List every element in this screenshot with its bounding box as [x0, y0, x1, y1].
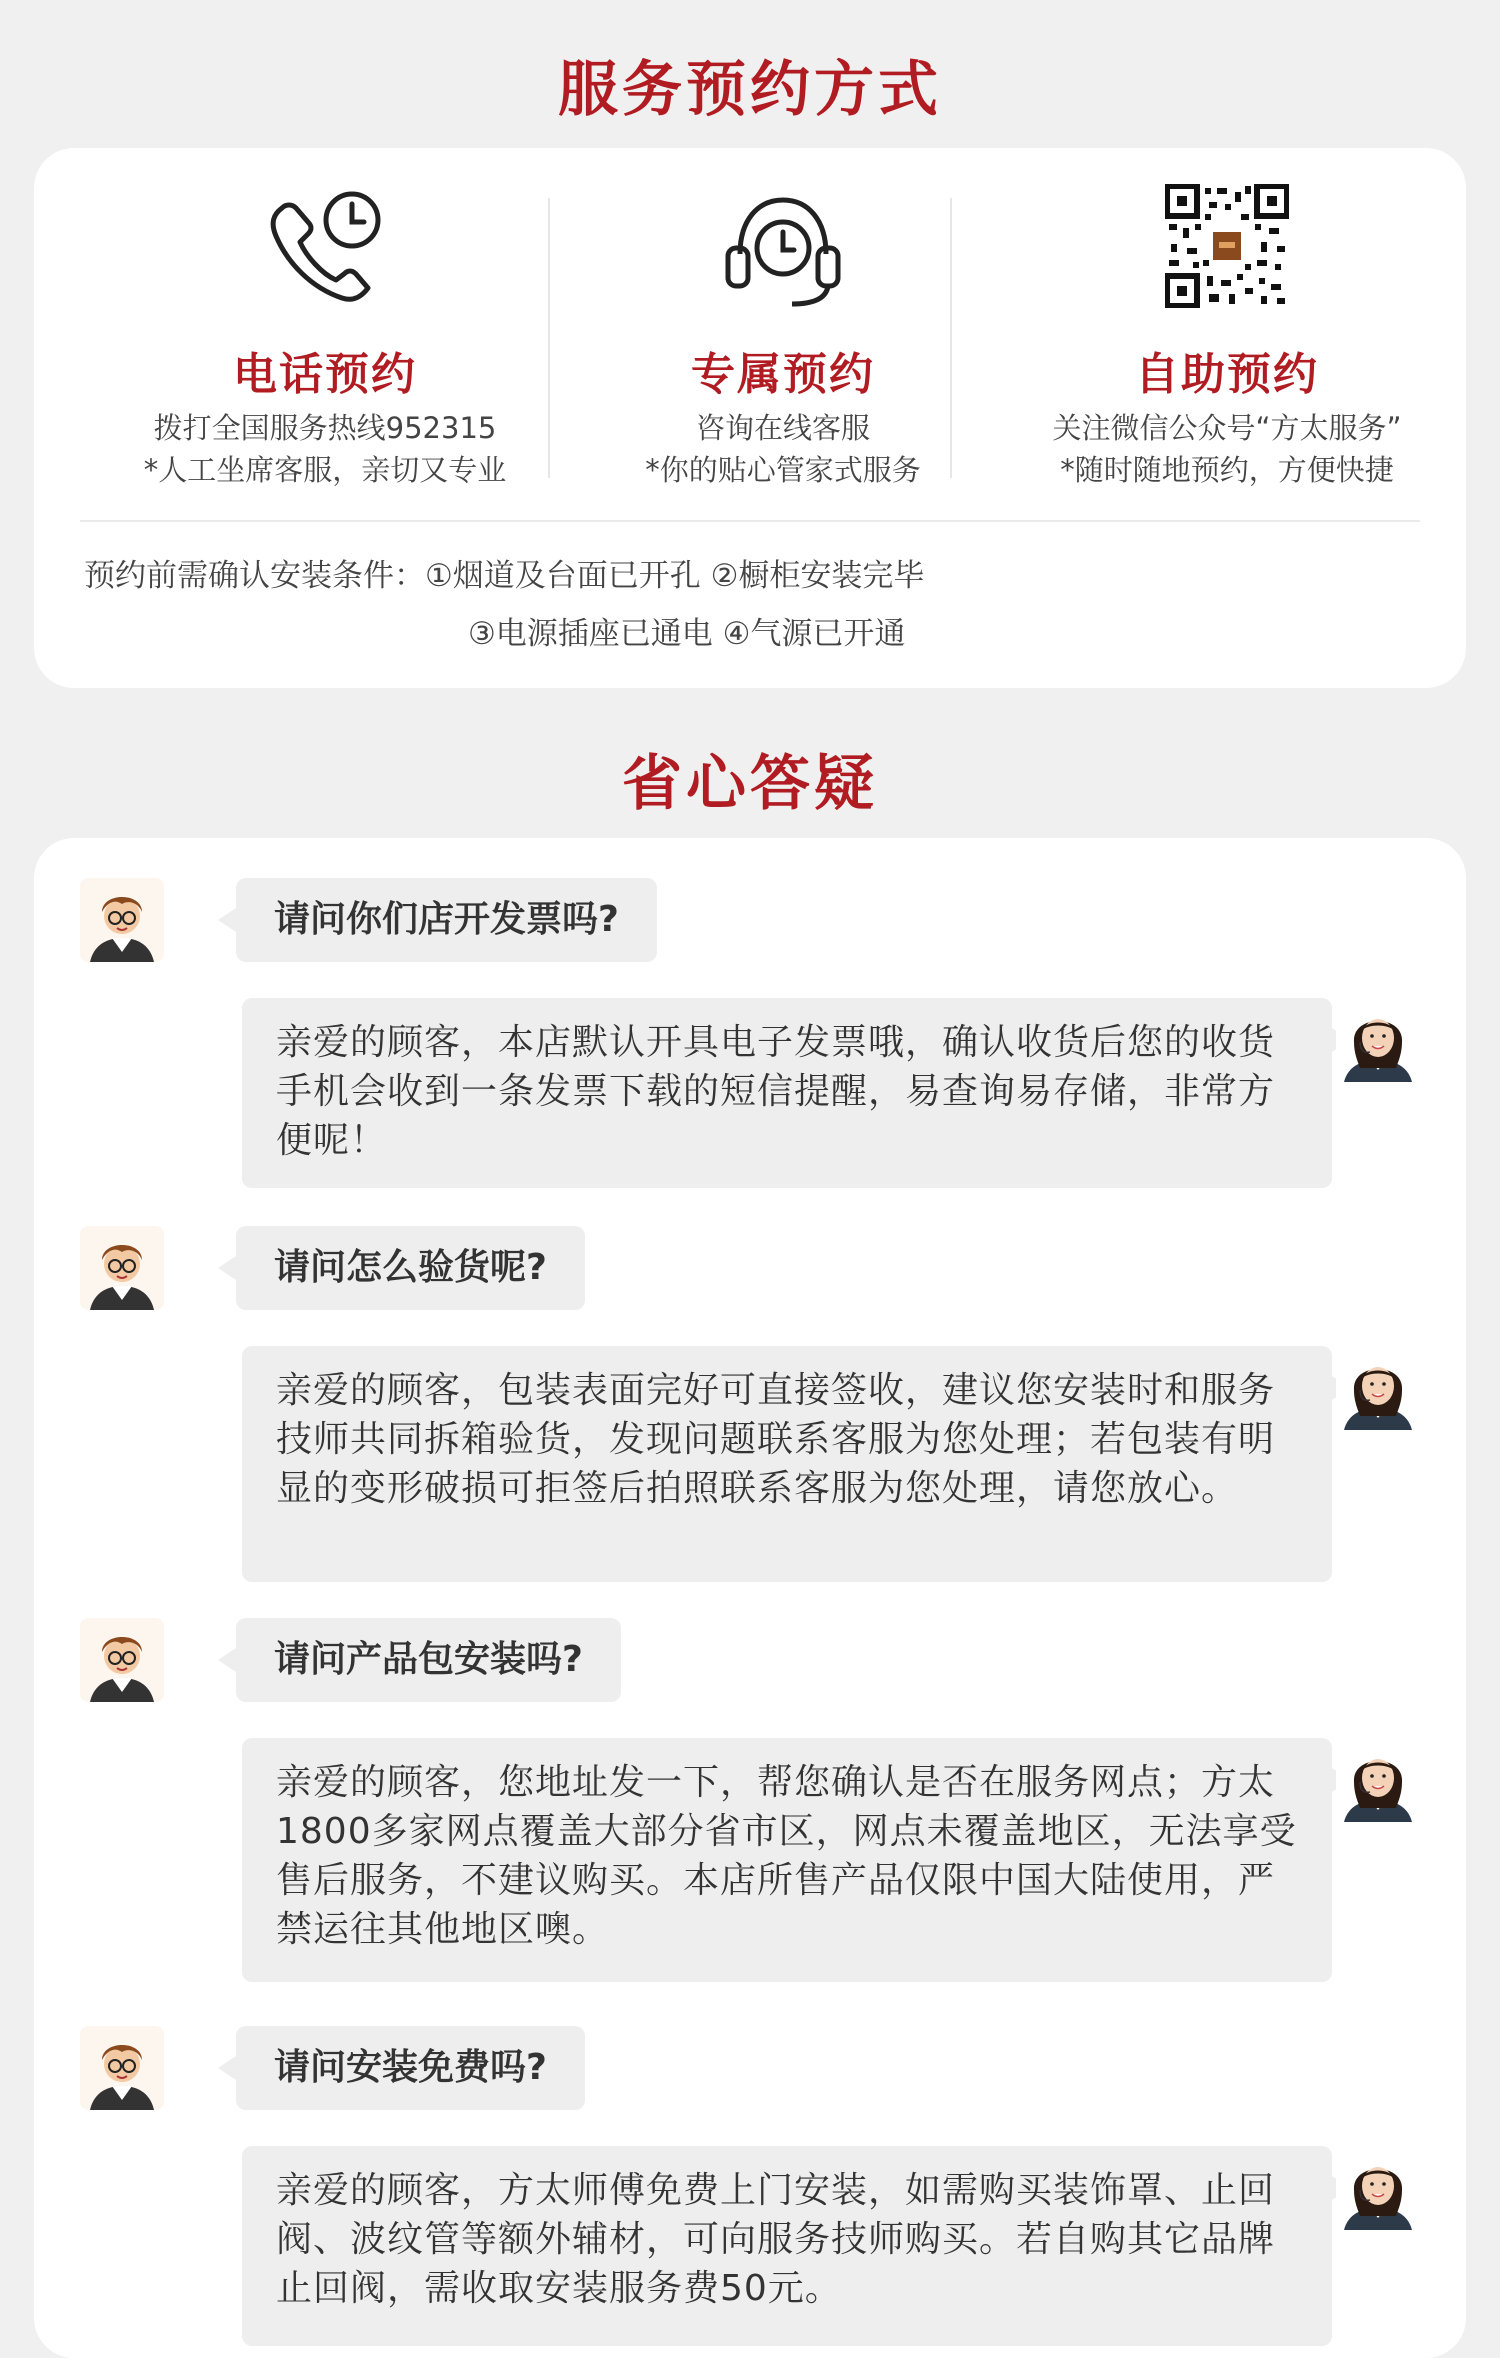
service-method-note: *随时随地预约，方便快捷: [1060, 453, 1394, 487]
customer-avatar: [80, 878, 164, 962]
agent-avatar: [1336, 2146, 1420, 2230]
service-method-title: 自助预约: [1135, 349, 1319, 400]
phone-clock-icon: [260, 184, 390, 314]
faq-card: [34, 838, 1466, 2358]
agent-avatar: [1336, 998, 1420, 1082]
question-bubble: 请问你们店开发票吗?: [236, 878, 657, 962]
service-card: [34, 148, 1466, 688]
install-condition-line2: ③电源插座已通电 ④气源已开通: [468, 616, 906, 652]
divider: [950, 198, 952, 478]
service-method-desc: 关注微信公众号“方太服务”: [1052, 411, 1402, 445]
agent-avatar: [1336, 1346, 1420, 1430]
answer-bubble: 亲爱的顾客，本店默认开具电子发票哦，确认收货后您的收货手机会收到一条发票下载的短信提醒，易查询易存储，非常方便呢！: [242, 998, 1332, 1188]
install-condition-line1: 预约前需确认安装条件：①烟道及台面已开孔 ②橱柜安装完毕: [84, 558, 925, 594]
service-method-phone[interactable]: [90, 148, 560, 508]
customer-avatar: [80, 1226, 164, 1310]
service-method-title: 电话预约: [233, 349, 417, 400]
service-section-title: 服务预约方式: [558, 55, 942, 125]
answer-bubble: 亲爱的顾客，您地址发一下，帮您确认是否在服务网点；方太1800多家网点覆盖大部分省市区，网点未覆盖地区，无法享受售后服务，不建议购买。本店所售产品仅限中国大陆使用，严禁运往其他地区噢。: [242, 1738, 1332, 1982]
agent-avatar: [1336, 1738, 1420, 1822]
service-method-wechat[interactable]: [992, 148, 1462, 508]
customer-avatar: [80, 2026, 164, 2110]
service-method-desc: 拨打全国服务热线952315: [153, 411, 497, 445]
question-bubble: 请问怎么验货呢?: [236, 1226, 585, 1310]
service-method-note: *你的贴心管家式服务: [645, 453, 921, 487]
question-bubble: 请问安装免费吗?: [236, 2026, 585, 2110]
headset-clock-icon: [718, 184, 848, 314]
question-bubble: 请问产品包安装吗?: [236, 1618, 621, 1702]
service-method-note: *人工坐席客服，亲切又专业: [143, 453, 507, 487]
answer-bubble: 亲爱的顾客，方太师傅免费上门安装，如需购买装饰罩、止回阀、波纹管等额外辅材，可向服务技师购买。若自购其它品牌止回阀，需收取安装服务费50元。: [242, 2146, 1332, 2346]
service-method-desc: 咨询在线客服: [695, 411, 870, 445]
faq-section-title: 省心答疑: [622, 749, 878, 819]
qr-code-icon[interactable]: [1162, 184, 1292, 314]
answer-bubble: 亲爱的顾客，包装表面完好可直接签收，建议您安装时和服务技师共同拆箱验货，发现问题联系客服为您处理；若包装有明显的变形破损可拒签后拍照联系客服为您处理，请您放心。: [242, 1346, 1332, 1582]
divider: [80, 520, 1420, 522]
customer-avatar: [80, 1618, 164, 1702]
service-method-online[interactable]: [548, 148, 1018, 508]
service-method-title: 专属预约: [691, 349, 875, 400]
